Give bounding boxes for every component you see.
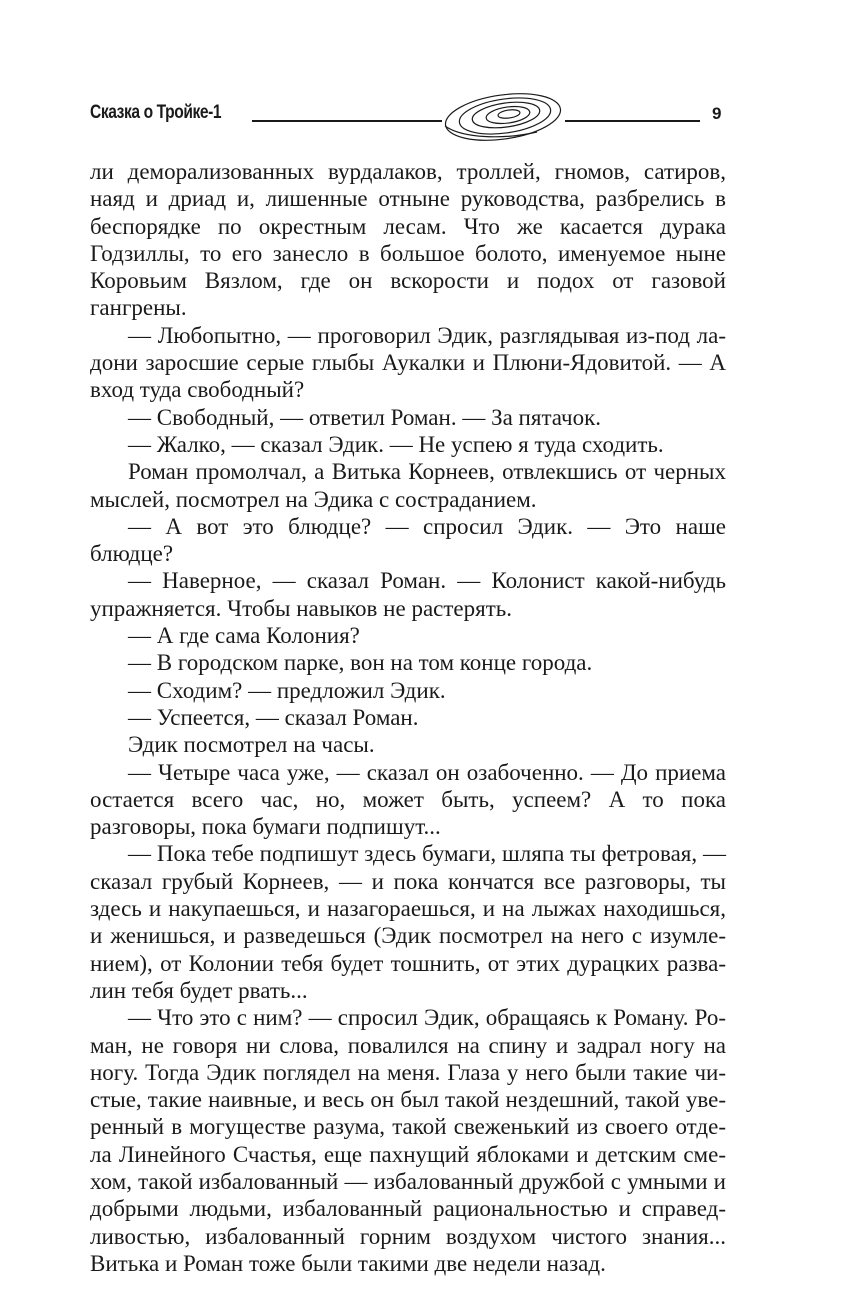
paragraph: — Любопытно, — проговорил Эдик, разглядывая из-под ладони заросшие серые глыбы Аукалки и Плюни-Ядовитой. — А вход туда свободный? — [90, 322, 726, 403]
running-title: Сказка о Тройке-1 — [90, 102, 222, 123]
paragraph: — Наверное, — сказал Роман. — Колонист какой-нибудь упражняется. Чтобы навыков не растерять. — [90, 568, 726, 621]
paragraph: — Пока тебе подпишут здесь бумаги, шляпа ты фетровая, — сказал грубый Корнеев, — и пока кончатся все разговоры, ты здесь и накупаешься, и назагораешься, и на лыжах находишься, и женишься, и разведешься (Эдик посмотрел на него с изумлением), от Колонии тебя будет тошнить, от этих дурацких развалин тебя будет рвать... — [90, 841, 726, 1003]
paragraph: — Успеется, — сказал Роман. — [128, 704, 419, 730]
paragraph: — Четыре часа уже, — сказал он озабоченно. — До приема остается всего час, но, может быть, успеем? А то пока разговоры, пока бумаги подпишут... — [90, 759, 726, 840]
paragraph: — Что это с ним? — спросил Эдик, обращаясь к Роману. Роман, не говоря ни слова, повалился на спину и задрал ногу на ногу. Тогда Эдик поглядел на меня. Глаза у него были такие чистые, такие наивные, и весь он был такой нездешний, такой уверенный в могуществе разума, такой свеженький из своего отдела Линейного Счастья, еще пахнущий яблоками и детским смехом, такой избалованный — избалованный дружбой с умными и добрыми людьми, избалованный рациональностью и справедливостью, избалованный горним воздухом чистого знания... Витька и Роман тоже были такими две недели назад. — [90, 1005, 726, 1276]
page-header — [90, 92, 726, 142]
header-rule-right — [565, 120, 700, 122]
page-number: 9 — [712, 104, 722, 123]
header-rule-left — [252, 120, 442, 122]
paragraph: — Сходим? — предложил Эдик. — [128, 677, 446, 703]
paragraph: Роман промолчал, а Витька Корнеев, отвлекшись от черных мыслей, посмотрел на Эдика с состраданием. — [90, 459, 726, 512]
paragraph: — Жалко, — сказал Эдик. — Не успею я туда сходить. — [128, 431, 664, 457]
body-text — [90, 158, 726, 1277]
paragraph: — А вот это блюдце? — спросил Эдик. — Это наше блюдце? — [90, 513, 726, 567]
paragraph: ли деморализованных вурдалаков, троллей, гномов, сатиров, наяд и дриад и, лишенные отныне руководства, разбрелись в беспорядке по окрестным лесам. Что же касается дурака Годзиллы, то его занесло в большое болото, именуемое ныне Коровьим Вязлом, где он вскорости и подох от газовой гангрены. — [90, 159, 726, 321]
paragraph: — А где сама Колония? — [128, 623, 360, 649]
paragraph: — Свободный, — ответил Роман. — За пятачок. — [128, 404, 602, 430]
paragraph: Эдик посмотрел на часы. — [128, 732, 375, 758]
spiral-ornament-icon — [442, 92, 564, 142]
paragraph: — В городском парке, вон на том конце города. — [128, 650, 593, 676]
